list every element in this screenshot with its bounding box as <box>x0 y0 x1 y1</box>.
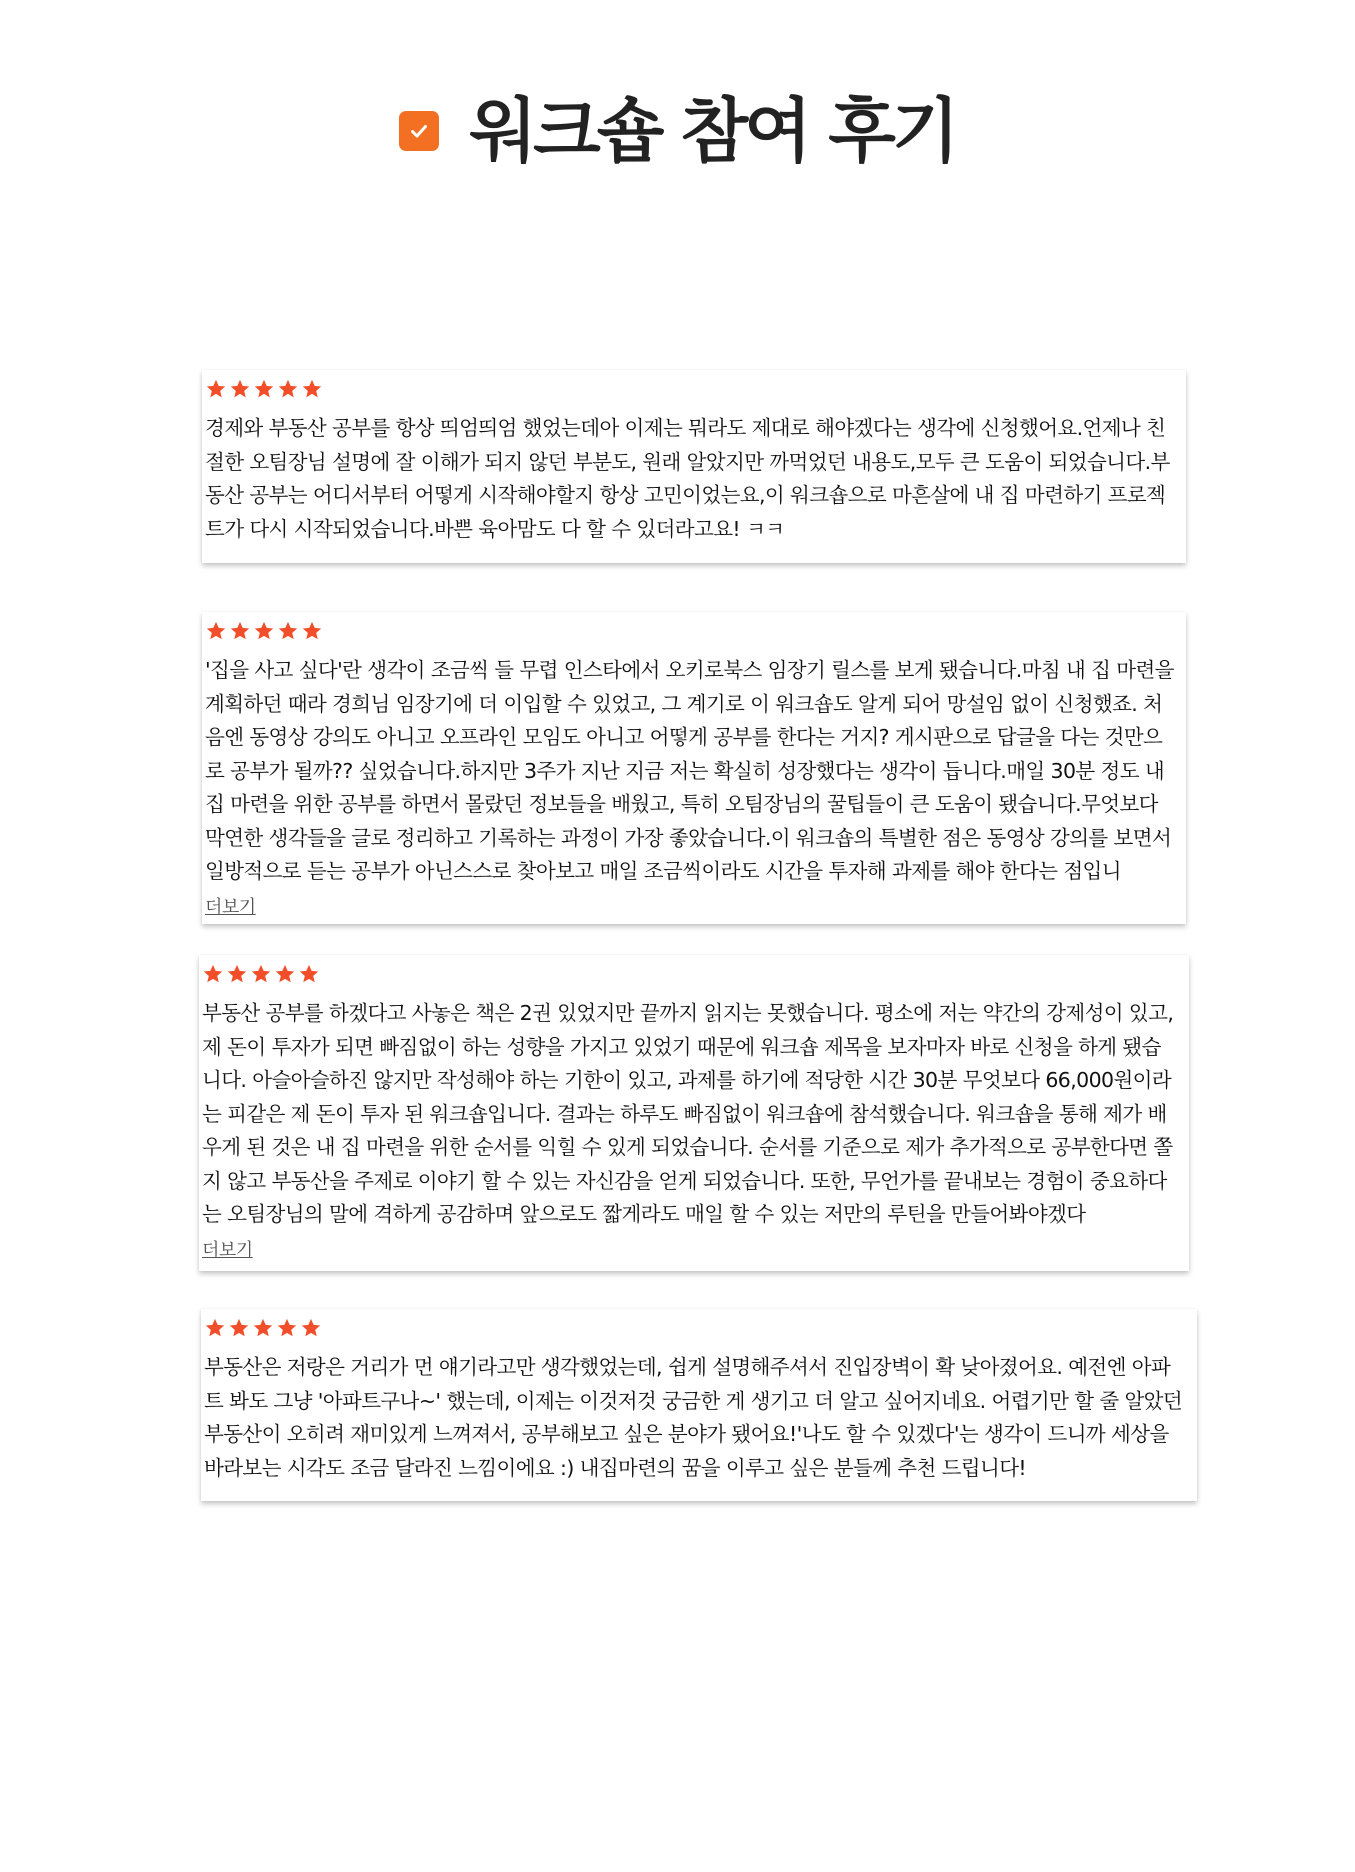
star-icon <box>252 1317 274 1339</box>
review-card-3 <box>199 955 1189 1271</box>
star-icon <box>277 620 299 642</box>
star-icon <box>229 620 251 642</box>
star-icon <box>229 378 251 400</box>
star-icon <box>301 378 323 400</box>
star-icon <box>298 963 320 985</box>
review-card-2 <box>202 612 1186 924</box>
star-icon <box>300 1317 322 1339</box>
star-icon <box>301 620 323 642</box>
star-rating <box>202 963 1177 985</box>
star-rating <box>205 620 1174 642</box>
star-icon <box>205 620 227 642</box>
checkbox-checked-icon <box>399 111 439 151</box>
star-icon <box>253 620 275 642</box>
review-text: 부동산은 저랑은 거리가 먼 얘기라고만 생각했었는데, 쉽게 설명해주셔서 진입장벽이 확 낮아졌어요. 예전엔 아파트 봐도 그냥 '아파트구나~' 했는데, 이제는 이것저것 궁금한 게 생기고 더 알고 싶어지네요. 어렵기만 할 줄 알았던 부동산이 오히려 재미있게 느껴져서, 공부해보고 싶은 분야가 됐어요!'나도 할 수 있겠다'는 생각이 드니까 세상을 바라보는 시각도 조금 달라진 느낌이에요 :) 내집마련의 꿈을 이루고 싶은 분들께 추천 드립니다! <box>204 1355 1183 1480</box>
star-icon <box>276 1317 298 1339</box>
review-card-4 <box>201 1309 1197 1501</box>
more-link[interactable]: 더보기 <box>205 896 256 918</box>
star-icon <box>277 378 299 400</box>
star-icon <box>228 1317 250 1339</box>
star-icon <box>202 963 224 985</box>
star-icon <box>274 963 296 985</box>
more-link[interactable]: 더보기 <box>202 1239 253 1261</box>
review-text: '집을 사고 싶다'란 생각이 조금씩 들 무렵 인스타에서 오키로북스 임장기 릴스를 보게 됐습니다.마침 내 집 마련을 계획하던 때라 경희님 임장기에 더 이입할 수 있었고, 그 계기로 이 워크숍도 알게 되어 망설임 없이 신청했죠. 처음엔 동영상 강의도 아니고 오프라인 모임도 아니고 어떻게 공부를 한다는 거지? 게시판으로 답글을 다는 것만으로 공부가 될까?? 싶었습니다.하지만 3주가 지난 지금 저는 확실히 성장했다는 생각이 듭니다.매일 30분 정도 내 집 마련을 위한 공부를 하면서 몰랐던 정보들을 배웠고, 특히 오팀장님의 꿀팁들이 큰 도움이 됐습니다.무엇보다 막연한 생각들을 글로 정리하고 기록하는 과정이 가장 좋았습니다.이 워크숍의 특별한 점은 동영상 강의를 보면서 일방적으로 듣는 공부가 아닌스스로 찾아보고 매일 조금씩이라도 시간을 투자해 과제를 해야 한다는 점입니 <box>205 658 1174 883</box>
star-rating <box>205 378 1174 400</box>
review-text: 경제와 부동산 공부를 항상 띄엄띄엄 했었는데아 이제는 뭐라도 제대로 해야겠다는 생각에 신청했어요.언제나 친절한 오팀장님 설명에 잘 이해가 되지 않던 부분도, 원래 알았지만 까먹었던 내용도,모두 큰 도움이 되었습니다.부동산 공부는 어디서부터 어떻게 시작해야할지 항상 고민이었는요,이 워크숍으로 마흔살에 내 집 마련하기 프로젝트가 다시 시작되었습니다.바쁜 육아맘도 다 할 수 있더라고요! ㅋㅋ <box>205 416 1170 541</box>
star-icon <box>205 378 227 400</box>
star-rating <box>204 1317 1185 1339</box>
star-icon <box>204 1317 226 1339</box>
star-icon <box>250 963 272 985</box>
page-title: 워크숍 참여 후기 <box>469 90 956 172</box>
star-icon <box>253 378 275 400</box>
star-icon <box>226 963 248 985</box>
page-header <box>0 90 1355 172</box>
review-text: 부동산 공부를 하겠다고 사놓은 책은 2권 있었지만 끝까지 읽지는 못했습니다. 평소에 저는 약간의 강제성이 있고, 제 돈이 투자가 되면 빠짐없이 하는 성향을 가지고 있었기 때문에 워크숍 제목을 보자마자 바로 신청을 하게 됐습니다. 아슬아슬하진 않지만 작성해야 하는 기한이 있고, 과제를 하기에 적당한 시간 30분 무엇보다 66,000원이라는 피같은 제 돈이 투자 된 워크숍입니다. 결과는 하루도 빠짐없이 워크숍에 참석했습니다. 워크숍을 통해 제가 배우게 된 것은 내 집 마련을 위한 순서를 익힐 수 있게 되었습니다. 순서를 기준으로 제가 추가적으로 공부한다면 쫄지 않고 부동산을 주제로 이야기 할 수 있는 자신감을 얻게 되었습니다. 또한, 무언가를 끝내보는 경험이 중요하다는 오팀장님의 말에 격하게 공감하며 앞으로도 짧게라도 매일 할 수 있는 저만의 루틴을 만들어봐야겠다 <box>202 1001 1174 1226</box>
review-card-1 <box>202 370 1186 563</box>
